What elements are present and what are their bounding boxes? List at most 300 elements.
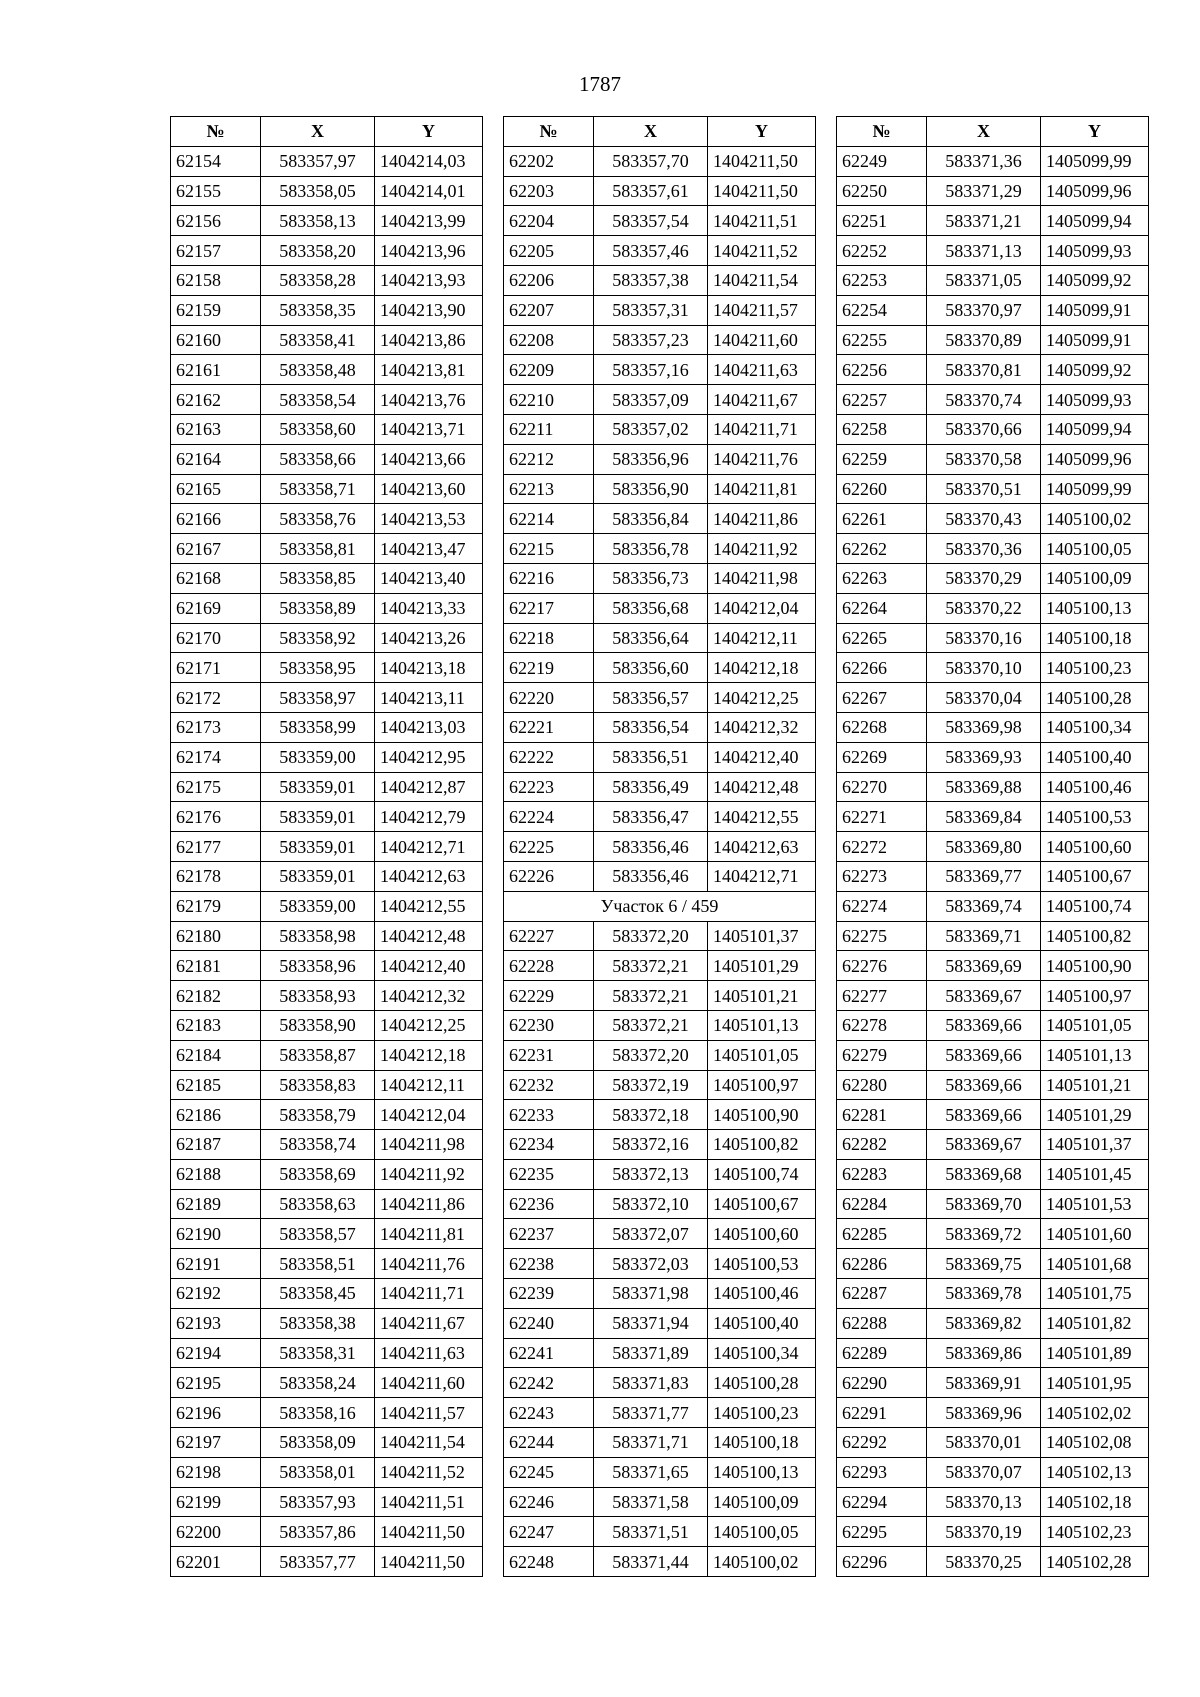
y-coordinate: 1404213,03 xyxy=(375,712,483,742)
x-coordinate: 583369,66 xyxy=(927,1070,1041,1100)
point-number: 62287 xyxy=(837,1279,927,1309)
y-coordinate: 1405100,13 xyxy=(708,1457,816,1487)
table-row xyxy=(837,504,1149,534)
y-coordinate: 1404211,63 xyxy=(708,355,816,385)
point-number: 62190 xyxy=(171,1219,261,1249)
x-coordinate: 583369,84 xyxy=(927,802,1041,832)
point-number: 62281 xyxy=(837,1100,927,1130)
x-coordinate: 583356,49 xyxy=(594,772,708,802)
y-coordinate: 1405100,97 xyxy=(1041,981,1149,1011)
x-coordinate: 583369,69 xyxy=(927,951,1041,981)
table-row xyxy=(504,1457,816,1487)
x-coordinate: 583369,96 xyxy=(927,1398,1041,1428)
table-row xyxy=(837,563,1149,593)
table-row xyxy=(171,683,483,713)
point-number: 62264 xyxy=(837,593,927,623)
y-coordinate: 1404211,57 xyxy=(708,295,816,325)
point-number: 62210 xyxy=(504,385,594,415)
point-number: 62226 xyxy=(504,861,594,891)
x-coordinate: 583369,82 xyxy=(927,1308,1041,1338)
x-coordinate: 583358,35 xyxy=(261,295,375,325)
table-row xyxy=(171,1547,483,1577)
point-number: 62160 xyxy=(171,325,261,355)
table-row xyxy=(171,653,483,683)
y-coordinate: 1404211,92 xyxy=(708,534,816,564)
x-coordinate: 583358,85 xyxy=(261,563,375,593)
y-coordinate: 1405101,29 xyxy=(1041,1100,1149,1130)
x-coordinate: 583370,29 xyxy=(927,563,1041,593)
point-number: 62177 xyxy=(171,832,261,862)
table-row xyxy=(504,534,816,564)
table-row xyxy=(504,325,816,355)
y-coordinate: 1405100,34 xyxy=(1041,712,1149,742)
point-number: 62206 xyxy=(504,265,594,295)
x-coordinate: 583372,10 xyxy=(594,1189,708,1219)
y-coordinate: 1404211,51 xyxy=(708,206,816,236)
table-row xyxy=(837,385,1149,415)
point-number: 62154 xyxy=(171,146,261,176)
y-coordinate: 1404212,40 xyxy=(708,742,816,772)
point-number: 62167 xyxy=(171,534,261,564)
table-row xyxy=(837,891,1149,921)
x-coordinate: 583359,01 xyxy=(261,802,375,832)
x-coordinate: 583358,98 xyxy=(261,921,375,951)
x-coordinate: 583358,05 xyxy=(261,176,375,206)
table-row xyxy=(171,1487,483,1517)
x-coordinate: 583357,09 xyxy=(594,385,708,415)
point-number: 62170 xyxy=(171,623,261,653)
x-coordinate: 583357,31 xyxy=(594,295,708,325)
table-row xyxy=(171,444,483,474)
table-row xyxy=(171,861,483,891)
point-number: 62231 xyxy=(504,1040,594,1070)
y-coordinate: 1405099,96 xyxy=(1041,176,1149,206)
y-coordinate: 1404211,76 xyxy=(375,1249,483,1279)
table-row xyxy=(171,1517,483,1547)
table-row xyxy=(504,1070,816,1100)
point-number: 62158 xyxy=(171,265,261,295)
y-coordinate: 1404212,18 xyxy=(708,653,816,683)
point-number: 62219 xyxy=(504,653,594,683)
x-coordinate: 583370,01 xyxy=(927,1428,1041,1458)
x-coordinate: 583357,38 xyxy=(594,265,708,295)
y-coordinate: 1405100,90 xyxy=(708,1100,816,1130)
y-coordinate: 1405100,28 xyxy=(1041,683,1149,713)
point-number: 62172 xyxy=(171,683,261,713)
y-coordinate: 1405102,08 xyxy=(1041,1428,1149,1458)
point-number: 62176 xyxy=(171,802,261,832)
table-row xyxy=(504,623,816,653)
x-coordinate: 583371,44 xyxy=(594,1547,708,1577)
point-number: 62217 xyxy=(504,593,594,623)
x-coordinate: 583358,92 xyxy=(261,623,375,653)
x-coordinate: 583372,18 xyxy=(594,1100,708,1130)
y-coordinate: 1405100,40 xyxy=(708,1308,816,1338)
y-coordinate: 1404211,50 xyxy=(375,1517,483,1547)
table-row xyxy=(837,1159,1149,1189)
x-coordinate: 583369,74 xyxy=(927,891,1041,921)
x-coordinate: 583358,66 xyxy=(261,444,375,474)
table-row xyxy=(171,385,483,415)
y-coordinate: 1405101,82 xyxy=(1041,1308,1149,1338)
column-header-number: № xyxy=(171,117,261,147)
x-coordinate: 583357,93 xyxy=(261,1487,375,1517)
x-coordinate: 583359,01 xyxy=(261,832,375,862)
y-coordinate: 1404212,63 xyxy=(708,832,816,862)
table-row xyxy=(171,832,483,862)
x-coordinate: 583358,38 xyxy=(261,1308,375,1338)
table-row xyxy=(504,921,816,951)
table-row xyxy=(837,921,1149,951)
point-number: 62187 xyxy=(171,1130,261,1160)
x-coordinate: 583369,88 xyxy=(927,772,1041,802)
table-row xyxy=(171,891,483,921)
table-row xyxy=(837,355,1149,385)
y-coordinate: 1405100,67 xyxy=(708,1189,816,1219)
x-coordinate: 583370,81 xyxy=(927,355,1041,385)
point-number: 62164 xyxy=(171,444,261,474)
x-coordinate: 583356,84 xyxy=(594,504,708,534)
table-row xyxy=(504,1100,816,1130)
point-number: 62182 xyxy=(171,981,261,1011)
table-row xyxy=(171,295,483,325)
coordinate-table-1 xyxy=(170,116,483,1577)
y-coordinate: 1404213,26 xyxy=(375,623,483,653)
column-header-y: Y xyxy=(1041,117,1149,147)
table-row xyxy=(837,236,1149,266)
x-coordinate: 583369,66 xyxy=(927,1040,1041,1070)
point-number: 62284 xyxy=(837,1189,927,1219)
table-row xyxy=(837,1308,1149,1338)
table-header-row xyxy=(837,117,1149,147)
y-coordinate: 1405101,21 xyxy=(708,981,816,1011)
point-number: 62274 xyxy=(837,891,927,921)
point-number: 62174 xyxy=(171,742,261,772)
table-row xyxy=(837,176,1149,206)
y-coordinate: 1405100,82 xyxy=(708,1130,816,1160)
y-coordinate: 1404212,11 xyxy=(375,1070,483,1100)
y-coordinate: 1404212,04 xyxy=(708,593,816,623)
table-row xyxy=(504,176,816,206)
x-coordinate: 583358,76 xyxy=(261,504,375,534)
x-coordinate: 583369,86 xyxy=(927,1338,1041,1368)
x-coordinate: 583370,22 xyxy=(927,593,1041,623)
point-number: 62259 xyxy=(837,444,927,474)
x-coordinate: 583369,91 xyxy=(927,1368,1041,1398)
y-coordinate: 1405102,02 xyxy=(1041,1398,1149,1428)
x-coordinate: 583356,54 xyxy=(594,712,708,742)
point-number: 62279 xyxy=(837,1040,927,1070)
point-number: 62258 xyxy=(837,414,927,444)
x-coordinate: 583358,63 xyxy=(261,1189,375,1219)
x-coordinate: 583357,70 xyxy=(594,146,708,176)
y-coordinate: 1405100,40 xyxy=(1041,742,1149,772)
x-coordinate: 583370,07 xyxy=(927,1457,1041,1487)
point-number: 62245 xyxy=(504,1457,594,1487)
y-coordinate: 1404213,90 xyxy=(375,295,483,325)
y-coordinate: 1404211,52 xyxy=(375,1457,483,1487)
table-row xyxy=(171,236,483,266)
x-coordinate: 583372,13 xyxy=(594,1159,708,1189)
y-coordinate: 1404211,67 xyxy=(708,385,816,415)
table-row xyxy=(837,1249,1149,1279)
y-coordinate: 1404212,71 xyxy=(708,861,816,891)
point-number: 62233 xyxy=(504,1100,594,1130)
point-number: 62200 xyxy=(171,1517,261,1547)
y-coordinate: 1405099,93 xyxy=(1041,385,1149,415)
y-coordinate: 1405102,13 xyxy=(1041,1457,1149,1487)
point-number: 62209 xyxy=(504,355,594,385)
point-number: 62261 xyxy=(837,504,927,534)
y-coordinate: 1405100,74 xyxy=(1041,891,1149,921)
point-number: 62232 xyxy=(504,1070,594,1100)
table-row xyxy=(504,1279,816,1309)
table-row xyxy=(837,1428,1149,1458)
point-number: 62265 xyxy=(837,623,927,653)
table-row xyxy=(837,1547,1149,1577)
table-row xyxy=(504,1159,816,1189)
y-coordinate: 1404213,86 xyxy=(375,325,483,355)
table-row xyxy=(504,504,816,534)
y-coordinate: 1405099,91 xyxy=(1041,325,1149,355)
y-coordinate: 1404211,63 xyxy=(375,1338,483,1368)
table-row xyxy=(837,593,1149,623)
y-coordinate: 1404213,53 xyxy=(375,504,483,534)
point-number: 62295 xyxy=(837,1517,927,1547)
table-row xyxy=(837,325,1149,355)
x-coordinate: 583358,41 xyxy=(261,325,375,355)
table-row xyxy=(504,951,816,981)
point-number: 62216 xyxy=(504,563,594,593)
table-row xyxy=(171,534,483,564)
table-row xyxy=(837,712,1149,742)
point-number: 62203 xyxy=(504,176,594,206)
y-coordinate: 1404211,98 xyxy=(375,1130,483,1160)
y-coordinate: 1404212,18 xyxy=(375,1040,483,1070)
y-coordinate: 1404211,60 xyxy=(708,325,816,355)
table-row xyxy=(837,1398,1149,1428)
point-number: 62156 xyxy=(171,206,261,236)
x-coordinate: 583358,89 xyxy=(261,593,375,623)
y-coordinate: 1404213,81 xyxy=(375,355,483,385)
table-row xyxy=(837,414,1149,444)
point-number: 62237 xyxy=(504,1219,594,1249)
table-row xyxy=(837,265,1149,295)
table-row xyxy=(837,206,1149,236)
point-number: 62171 xyxy=(171,653,261,683)
y-coordinate: 1404211,52 xyxy=(708,236,816,266)
table-row xyxy=(837,802,1149,832)
y-coordinate: 1405100,46 xyxy=(708,1279,816,1309)
x-coordinate: 583369,78 xyxy=(927,1279,1041,1309)
point-number: 62222 xyxy=(504,742,594,772)
table-row xyxy=(171,474,483,504)
x-coordinate: 583371,29 xyxy=(927,176,1041,206)
table-row xyxy=(504,712,816,742)
table-row xyxy=(837,1070,1149,1100)
table-row xyxy=(171,414,483,444)
x-coordinate: 583356,78 xyxy=(594,534,708,564)
x-coordinate: 583370,97 xyxy=(927,295,1041,325)
y-coordinate: 1404212,87 xyxy=(375,772,483,802)
y-coordinate: 1404213,40 xyxy=(375,563,483,593)
table-row xyxy=(504,1398,816,1428)
point-number: 62157 xyxy=(171,236,261,266)
table-row xyxy=(837,474,1149,504)
point-number: 62228 xyxy=(504,951,594,981)
table-row xyxy=(171,951,483,981)
point-number: 62225 xyxy=(504,832,594,862)
table-row xyxy=(171,1219,483,1249)
point-number: 62163 xyxy=(171,414,261,444)
x-coordinate: 583369,98 xyxy=(927,712,1041,742)
x-coordinate: 583358,45 xyxy=(261,1279,375,1309)
table-row xyxy=(171,206,483,236)
point-number: 62223 xyxy=(504,772,594,802)
table-row xyxy=(504,1219,816,1249)
y-coordinate: 1404212,32 xyxy=(375,981,483,1011)
table-row xyxy=(837,1040,1149,1070)
x-coordinate: 583370,36 xyxy=(927,534,1041,564)
table-row xyxy=(171,1040,483,1070)
table-row xyxy=(837,1100,1149,1130)
x-coordinate: 583371,05 xyxy=(927,265,1041,295)
table-row xyxy=(171,1338,483,1368)
table-row xyxy=(171,772,483,802)
point-number: 62183 xyxy=(171,1010,261,1040)
y-coordinate: 1404211,76 xyxy=(708,444,816,474)
table-row xyxy=(171,1010,483,1040)
point-number: 62229 xyxy=(504,981,594,1011)
x-coordinate: 583369,66 xyxy=(927,1100,1041,1130)
point-number: 62175 xyxy=(171,772,261,802)
y-coordinate: 1404211,50 xyxy=(375,1547,483,1577)
y-coordinate: 1405099,94 xyxy=(1041,414,1149,444)
y-coordinate: 1404212,55 xyxy=(708,802,816,832)
table-row xyxy=(504,385,816,415)
y-coordinate: 1405100,18 xyxy=(708,1428,816,1458)
x-coordinate: 583358,83 xyxy=(261,1070,375,1100)
table-row xyxy=(837,146,1149,176)
x-coordinate: 583369,80 xyxy=(927,832,1041,862)
table-row xyxy=(171,742,483,772)
x-coordinate: 583359,01 xyxy=(261,861,375,891)
x-coordinate: 583358,95 xyxy=(261,653,375,683)
table-row xyxy=(504,414,816,444)
y-coordinate: 1405100,13 xyxy=(1041,593,1149,623)
point-number: 62239 xyxy=(504,1279,594,1309)
point-number: 62236 xyxy=(504,1189,594,1219)
y-coordinate: 1405100,05 xyxy=(708,1517,816,1547)
point-number: 62250 xyxy=(837,176,927,206)
point-number: 62193 xyxy=(171,1308,261,1338)
y-coordinate: 1405101,05 xyxy=(1041,1010,1149,1040)
x-coordinate: 583371,13 xyxy=(927,236,1041,266)
y-coordinate: 1404211,86 xyxy=(375,1189,483,1219)
x-coordinate: 583372,19 xyxy=(594,1070,708,1100)
y-coordinate: 1404213,96 xyxy=(375,236,483,266)
point-number: 62248 xyxy=(504,1547,594,1577)
y-coordinate: 1405101,13 xyxy=(1041,1040,1149,1070)
x-coordinate: 583358,01 xyxy=(261,1457,375,1487)
x-coordinate: 583372,20 xyxy=(594,1040,708,1070)
y-coordinate: 1404214,01 xyxy=(375,176,483,206)
y-coordinate: 1405099,99 xyxy=(1041,146,1149,176)
table-row xyxy=(171,593,483,623)
table-row xyxy=(171,1457,483,1487)
point-number: 62213 xyxy=(504,474,594,504)
y-coordinate: 1405101,37 xyxy=(708,921,816,951)
y-coordinate: 1405099,94 xyxy=(1041,206,1149,236)
table-row xyxy=(504,1547,816,1577)
table-row xyxy=(504,1487,816,1517)
x-coordinate: 583358,54 xyxy=(261,385,375,415)
table-row xyxy=(171,325,483,355)
x-coordinate: 583358,16 xyxy=(261,1398,375,1428)
table-row xyxy=(837,1130,1149,1160)
point-number: 62253 xyxy=(837,265,927,295)
table-row xyxy=(837,444,1149,474)
x-coordinate: 583371,71 xyxy=(594,1428,708,1458)
x-coordinate: 583358,60 xyxy=(261,414,375,444)
table-row xyxy=(171,176,483,206)
x-coordinate: 583371,98 xyxy=(594,1279,708,1309)
point-number: 62294 xyxy=(837,1487,927,1517)
y-coordinate: 1405100,02 xyxy=(708,1547,816,1577)
y-coordinate: 1404212,25 xyxy=(708,683,816,713)
point-number: 62201 xyxy=(171,1547,261,1577)
x-coordinate: 583358,20 xyxy=(261,236,375,266)
table-row xyxy=(837,1338,1149,1368)
page-number: 1787 xyxy=(579,72,621,96)
point-number: 62188 xyxy=(171,1159,261,1189)
y-coordinate: 1404211,57 xyxy=(375,1398,483,1428)
point-number: 62221 xyxy=(504,712,594,742)
point-number: 62270 xyxy=(837,772,927,802)
x-coordinate: 583369,66 xyxy=(927,1010,1041,1040)
coordinate-table-3 xyxy=(836,116,1149,1577)
x-coordinate: 583372,21 xyxy=(594,951,708,981)
y-coordinate: 1405101,45 xyxy=(1041,1159,1149,1189)
table-row xyxy=(171,921,483,951)
x-coordinate: 583370,13 xyxy=(927,1487,1041,1517)
y-coordinate: 1404213,99 xyxy=(375,206,483,236)
y-coordinate: 1405100,67 xyxy=(1041,861,1149,891)
point-number: 62180 xyxy=(171,921,261,951)
point-number: 62268 xyxy=(837,712,927,742)
y-coordinate: 1405100,53 xyxy=(1041,802,1149,832)
y-coordinate: 1404213,93 xyxy=(375,265,483,295)
table-row xyxy=(504,802,816,832)
point-number: 62205 xyxy=(504,236,594,266)
table-row xyxy=(171,1279,483,1309)
point-number: 62276 xyxy=(837,951,927,981)
x-coordinate: 583372,21 xyxy=(594,1010,708,1040)
x-coordinate: 583357,54 xyxy=(594,206,708,236)
x-coordinate: 583357,46 xyxy=(594,236,708,266)
x-coordinate: 583372,03 xyxy=(594,1249,708,1279)
y-coordinate: 1405101,75 xyxy=(1041,1279,1149,1309)
y-coordinate: 1404214,03 xyxy=(375,146,483,176)
y-coordinate: 1404212,63 xyxy=(375,861,483,891)
y-coordinate: 1405100,53 xyxy=(708,1249,816,1279)
y-coordinate: 1404213,60 xyxy=(375,474,483,504)
table-row xyxy=(837,653,1149,683)
y-coordinate: 1405100,09 xyxy=(708,1487,816,1517)
point-number: 62207 xyxy=(504,295,594,325)
point-number: 62280 xyxy=(837,1070,927,1100)
point-number: 62162 xyxy=(171,385,261,415)
